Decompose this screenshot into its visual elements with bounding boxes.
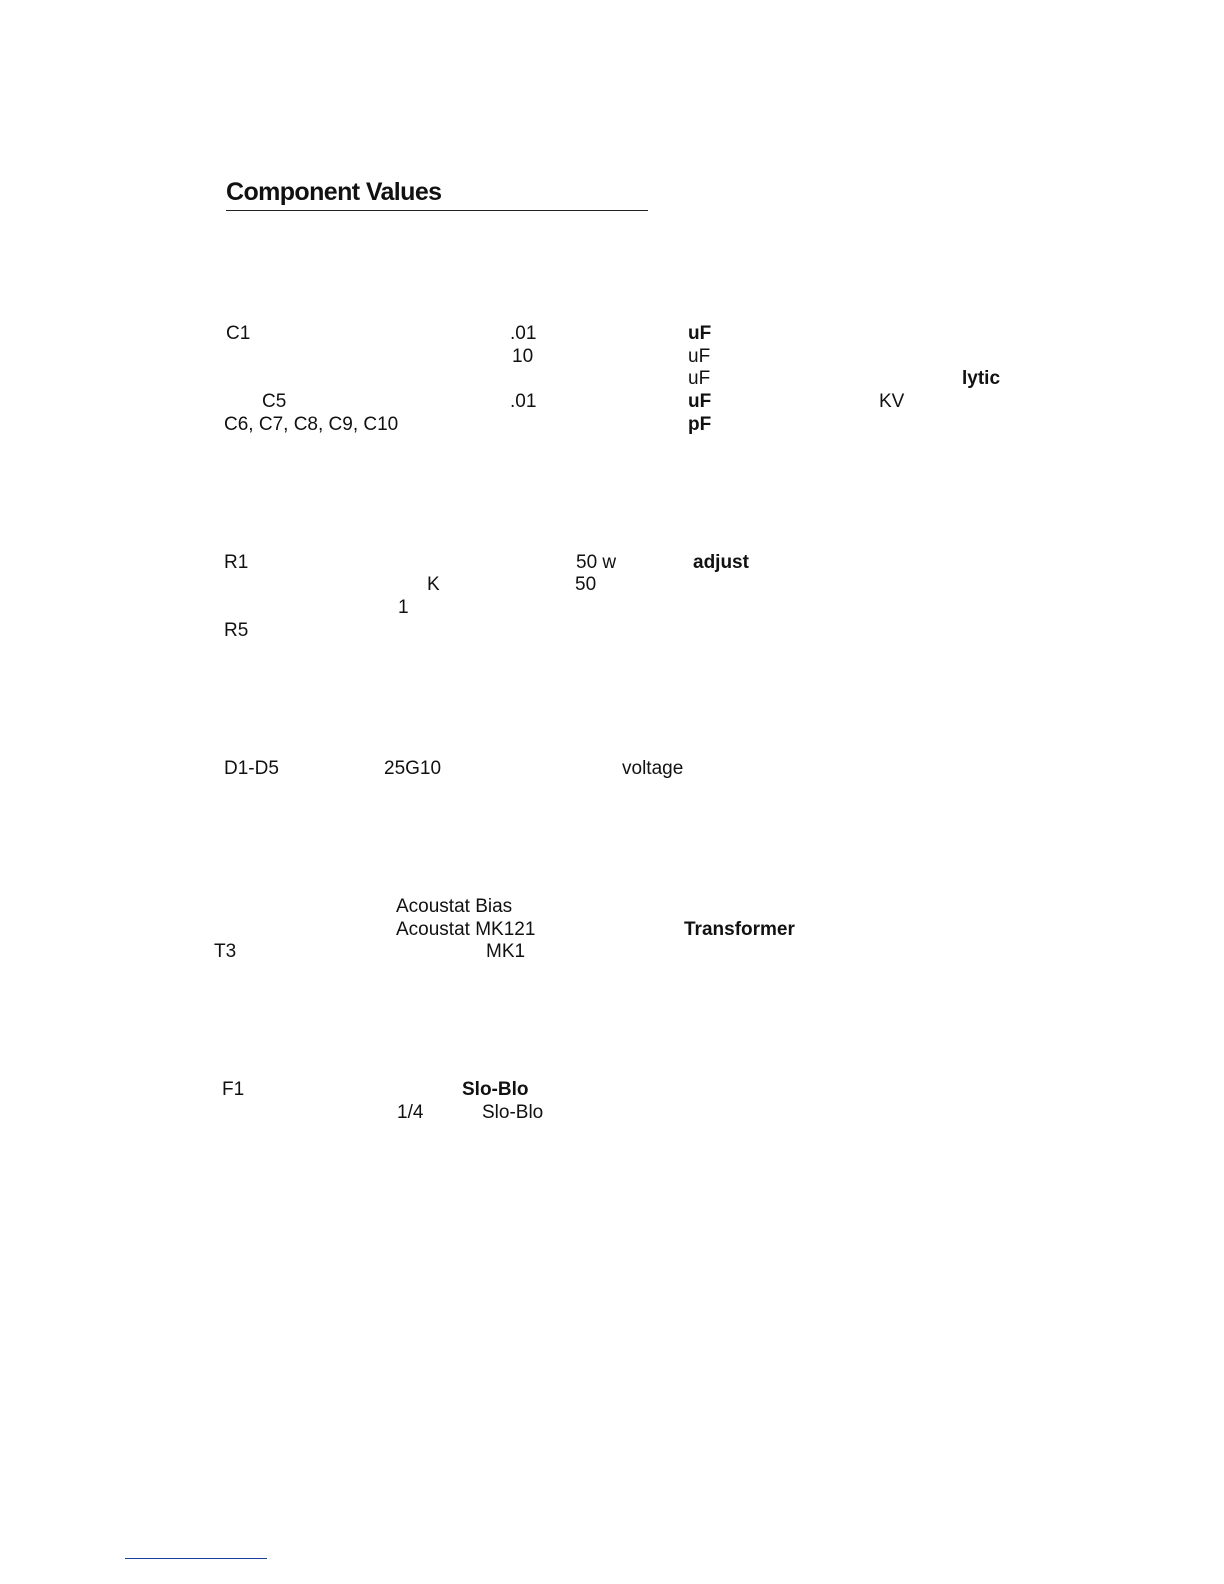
capacitor-c5-value: .01: [510, 391, 537, 412]
capacitor-c5-unit: uF: [688, 391, 712, 412]
transformer-row3-desc: MK1: [486, 941, 526, 962]
capacitor-c6-c10-unit: pF: [688, 414, 712, 435]
capacitor-c1-ref: C1: [226, 323, 251, 344]
transformer-row3-ref: T3: [214, 941, 237, 962]
fuse-row2-type: Slo-Blo: [482, 1102, 544, 1123]
capacitor-c1-value: .01: [510, 323, 537, 344]
page-title: Component Values: [226, 178, 648, 211]
capacitor-c6-c10-refs: C6, C7, C8, C9, C10: [224, 414, 399, 435]
capacitor-row3-unit: uF: [688, 368, 711, 389]
resistor-row2-unit: K: [427, 574, 440, 595]
fuse-row2-value: 1/4: [397, 1102, 424, 1123]
diode-note: voltage: [622, 758, 684, 779]
capacitor-row2-value: 10: [512, 346, 534, 367]
transformer-row2-type: Transformer: [684, 919, 795, 940]
capacitor-row2-unit: uF: [688, 346, 711, 367]
resistor-r1-ref: R1: [224, 552, 249, 573]
resistor-r1-note: adjust: [693, 552, 749, 573]
capacitor-c1-unit: uF: [688, 323, 712, 344]
diode-part: 25G10: [384, 758, 442, 779]
capacitor-c5-voltage-unit: KV: [879, 391, 905, 412]
transformer-row2-desc: Acoustat MK121: [396, 919, 536, 940]
fuse-f1-ref: F1: [222, 1079, 245, 1100]
footer-rule: [125, 1558, 267, 1559]
resistor-row3-value: 1: [398, 597, 409, 618]
capacitor-row3-type-fragment: lytic: [962, 368, 1001, 389]
diode-ref: D1-D5: [224, 758, 279, 779]
transformer-row1-desc: Acoustat Bias: [396, 896, 513, 917]
resistor-r1-rating: 50 w: [576, 552, 617, 573]
resistor-row2-rating: 50: [575, 574, 597, 595]
capacitor-c5-ref: C5: [262, 391, 287, 412]
fuse-f1-type: Slo-Blo: [462, 1079, 529, 1100]
resistor-r5-ref: R5: [224, 620, 249, 641]
